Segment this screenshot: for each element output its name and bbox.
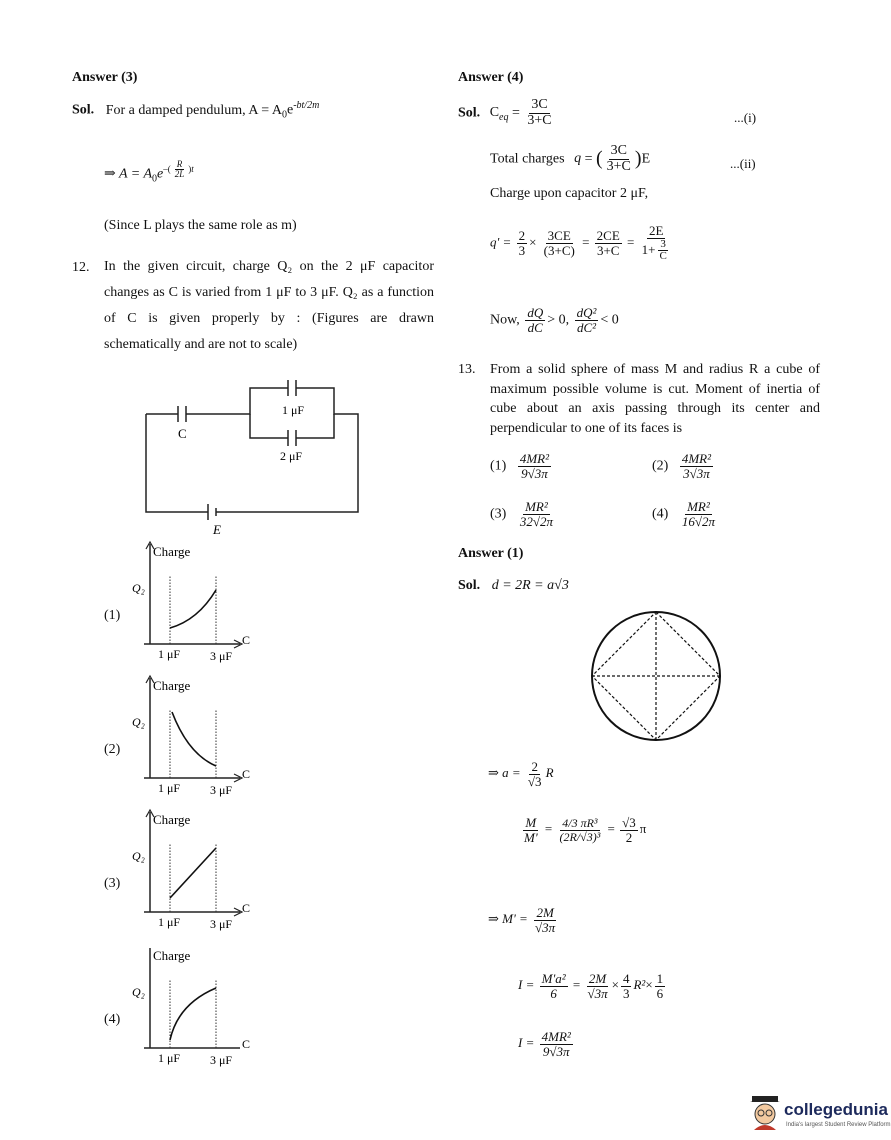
implies-equation: ⇒ $A = A_0e^{-( \frac{R}{2L} )t}$ bbox=[104, 159, 194, 185]
x-tick-1: 1 μF bbox=[158, 1051, 181, 1065]
i-f3-den: 3 bbox=[622, 985, 630, 1001]
i-f4-den: 6 bbox=[656, 985, 664, 1001]
q13-option-1[interactable] bbox=[490, 452, 553, 480]
q2-label: Q₂ bbox=[132, 715, 145, 729]
q13-option-3[interactable] bbox=[490, 500, 557, 528]
q-num: 3C bbox=[610, 143, 627, 158]
ceq-num: 3C bbox=[531, 97, 548, 112]
brand-tagline: India's largest Student Review Platform bbox=[786, 1122, 891, 1128]
q13-option-bot: 3√3π bbox=[683, 465, 710, 481]
i-f2-num: 2M bbox=[588, 971, 607, 986]
qp-f3-den: 3+C bbox=[596, 242, 620, 258]
implies-e: e bbox=[157, 166, 164, 182]
sol2-line bbox=[458, 578, 569, 594]
option-number: (3) bbox=[104, 876, 121, 891]
qp-f2-num: 3CE bbox=[547, 228, 571, 244]
implies-t: t bbox=[191, 164, 194, 174]
option-graph-1 bbox=[128, 540, 268, 665]
inertia-eq-1: I = $\frac{\text{M'a²}}{6}$ = $\frac{2M}{√3\pi}$ × $\frac{4}{3}$ R²× $\frac{1}{6}$ bbox=[518, 971, 664, 1001]
circuit-cap2-label: 2 μF bbox=[280, 449, 303, 463]
charge-upon: Charge upon capacitor 2 μF, bbox=[490, 186, 649, 201]
q13-option-bot: 32√2π bbox=[519, 513, 553, 529]
i2-lhs: I = bbox=[518, 1035, 535, 1051]
qp-f1-den: 3 bbox=[518, 242, 526, 258]
q13-option-top: MR² bbox=[525, 499, 548, 514]
circuit-diagram bbox=[140, 372, 370, 542]
a-equation bbox=[488, 760, 554, 788]
response-curve bbox=[170, 848, 216, 898]
sol2-label: Sol. bbox=[458, 578, 481, 593]
brand-name[interactable]: collegedunia bbox=[784, 1100, 888, 1119]
ref-i: ...(i) bbox=[734, 110, 757, 125]
d2q-den: dC² bbox=[576, 319, 597, 335]
axes bbox=[144, 544, 240, 644]
sol-damped bbox=[72, 100, 319, 120]
x-tick-2: 3 μF bbox=[210, 1053, 233, 1067]
mascot-icon bbox=[748, 1094, 782, 1132]
q13-number: 13. bbox=[458, 362, 476, 377]
mm-rhs-num: √3 bbox=[622, 815, 636, 830]
qp-f3-num: 2CE bbox=[596, 228, 620, 244]
answer-prev: Answer (3) bbox=[72, 70, 138, 85]
x-axis-label: C bbox=[242, 633, 251, 647]
q13-option-num: (3) bbox=[490, 506, 507, 522]
x-axis-label: C bbox=[242, 901, 251, 915]
x-tick-2: 3 μF bbox=[210, 649, 233, 663]
sol-exp: e bbox=[286, 102, 294, 118]
x-axis-label: C bbox=[242, 1037, 251, 1051]
option-number: (4) bbox=[104, 1012, 121, 1027]
a-num: 2 bbox=[531, 759, 538, 774]
mp-den: √3π bbox=[535, 919, 556, 935]
q13-option-top: 4MR² bbox=[519, 451, 549, 466]
i-f2-den: √3π bbox=[587, 985, 608, 1001]
option-graph-2 bbox=[128, 674, 268, 799]
option-graph-4 bbox=[128, 944, 268, 1069]
now-derivative bbox=[490, 306, 619, 334]
axes bbox=[144, 948, 240, 1048]
response-curve bbox=[172, 712, 216, 766]
q-e: E bbox=[641, 151, 651, 167]
q13-option-top: 4MR² bbox=[681, 451, 711, 466]
a-den: √3 bbox=[527, 773, 542, 789]
brand-logo bbox=[748, 1094, 782, 1132]
qprime-equation: q' = $\frac{2}{3}$ × $\frac{3CE}{(3+C)}$ = $\frac{2CE}{3+C}$ = 2E 1+ $\frac{3}{C}$ bbox=[490, 223, 667, 263]
x-tick-1: 1 μF bbox=[158, 647, 181, 661]
q13-option-num: (2) bbox=[652, 458, 669, 474]
since-note: (Since L plays the same role as m) bbox=[104, 218, 297, 233]
q2-label: Q₂ bbox=[132, 849, 145, 863]
q13-text: From a solid sphere of mass M and radius R a cube of maximum possible volume is cut. Moment of inertia of cube about an axis passing through its center and perpendicular to one of its faces is bbox=[490, 362, 820, 436]
dq-rel: > 0, bbox=[547, 312, 570, 328]
i2-den: 9√3π bbox=[542, 1043, 570, 1059]
mm-pi: π bbox=[639, 821, 647, 837]
q13-option-num: (1) bbox=[490, 458, 507, 474]
qp-f4-den-num: 3 bbox=[660, 237, 666, 250]
d2q-rel: < 0 bbox=[600, 312, 619, 328]
i2-num: 4MR² bbox=[541, 1029, 571, 1044]
sol-exp-sup: -bt/2m bbox=[293, 100, 320, 111]
dq-den: dC bbox=[527, 319, 543, 335]
qp-f4-den-a: 1+ bbox=[641, 241, 656, 257]
ref-ii: ...(ii) bbox=[730, 156, 756, 171]
sol-label: Sol. bbox=[72, 102, 95, 118]
q12-number: 12. bbox=[72, 260, 90, 275]
mass-ratio-eq: $\frac{M}{M'}$ = $\frac{\text{4/3 πR³}}{\text{(2R/√3)³}}$ = $\frac{√3}{2}$ π bbox=[524, 815, 647, 845]
dq-num: dQ bbox=[527, 305, 544, 320]
q13-option-4[interactable] bbox=[652, 500, 719, 528]
sol-sub: 0 bbox=[281, 109, 287, 121]
mm-num: M bbox=[525, 815, 537, 830]
implies-frac-num: R bbox=[176, 159, 183, 169]
mm-mid-num: 4/3 πR³ bbox=[562, 816, 598, 831]
circuit-e-label: E bbox=[213, 522, 221, 537]
y-axis-label: Charge bbox=[153, 812, 191, 827]
ceq-equation: Sol. $C_{eq}$ = $\frac{3C}{3+C}$ bbox=[458, 97, 552, 128]
mprime-equation bbox=[488, 906, 559, 934]
ceq-lhs: C bbox=[489, 105, 500, 121]
y-axis-label: Charge bbox=[153, 544, 191, 559]
i-f3-num: 4 bbox=[622, 971, 630, 986]
axes bbox=[144, 812, 240, 912]
qp-f4-den-den: C bbox=[659, 250, 667, 263]
y-axis-label: Charge bbox=[153, 948, 191, 963]
mm-den: M' bbox=[524, 829, 538, 845]
inertia-eq-2 bbox=[518, 1030, 575, 1058]
d2q-num: dQ² bbox=[576, 305, 597, 320]
mm-rhs-den: 2 bbox=[625, 829, 633, 845]
i-f1-den: 6 bbox=[550, 985, 557, 1001]
i-lhs: I = bbox=[518, 977, 535, 993]
answer-12: Answer (4) bbox=[458, 70, 524, 85]
response-curve bbox=[170, 988, 216, 1040]
guide-lines bbox=[170, 710, 216, 778]
q13-option-top: MR² bbox=[687, 499, 710, 514]
option-number: (2) bbox=[104, 742, 121, 757]
implies-frac-den: 2L bbox=[174, 169, 185, 180]
q-den: 3+C bbox=[606, 158, 631, 174]
qprime-lhs: q' = bbox=[490, 234, 512, 250]
q13-option-2[interactable] bbox=[652, 452, 715, 480]
i-r2: R² bbox=[633, 977, 646, 993]
now-label: Now, bbox=[490, 312, 520, 328]
sol2-eq: d = 2R = a√3 bbox=[491, 578, 569, 593]
mp-lhs: ⇒ M' = bbox=[488, 911, 528, 927]
guide-lines bbox=[170, 576, 216, 644]
x-tick-1: 1 μF bbox=[158, 781, 181, 795]
qp-times: × bbox=[529, 234, 537, 250]
axes bbox=[144, 678, 240, 778]
qp-f1-num: 2 bbox=[518, 228, 526, 244]
sphere-cube-diagram bbox=[588, 608, 724, 744]
implies-sub: 0 bbox=[152, 173, 158, 185]
x-tick-2: 3 μF bbox=[210, 917, 233, 931]
a-r: R bbox=[545, 765, 554, 781]
mm-mid-den: (2R/√3)³ bbox=[559, 829, 601, 844]
mp-num: 2M bbox=[536, 905, 554, 920]
guide-lines bbox=[170, 844, 216, 912]
response-curve bbox=[170, 590, 216, 628]
sol-label-right: Sol. bbox=[458, 105, 481, 121]
q2-label: Q₂ bbox=[132, 581, 145, 595]
x-tick-2: 3 μF bbox=[210, 783, 233, 797]
implies-text: ⇒ A = A bbox=[104, 166, 153, 182]
q13-option-bot: 16√2π bbox=[681, 513, 715, 529]
q12-text: In the given circuit, charge Q₂ on the 2 μF capacitor changes as C is varied from 1 μF to 3 μF. Q₂ as a function of C is given properly by : (Figures are drawn schematically and are not to scale) bbox=[104, 259, 434, 352]
x-axis-label: C bbox=[242, 767, 251, 781]
q13-option-bot: 9√3π bbox=[521, 465, 548, 481]
i-f4-num: 1 bbox=[656, 971, 664, 986]
ceq-sub: eq bbox=[499, 112, 509, 124]
ceq-den: 3+C bbox=[527, 112, 552, 128]
i-f1-num: M'a² bbox=[541, 971, 566, 986]
total-charge-eq: Total charges q = ( $\frac{3C}{3+C}$ )E bbox=[490, 143, 651, 174]
qp-f4-num: 2E bbox=[649, 223, 664, 238]
option-graph-3 bbox=[128, 808, 268, 933]
a-lhs: ⇒ a = bbox=[488, 765, 521, 781]
q-var: q bbox=[574, 151, 582, 167]
sol-text: For a damped pendulum, A = A bbox=[105, 102, 282, 118]
answer-13: Answer (1) bbox=[458, 546, 524, 561]
qp-f2-den: (3+C) bbox=[543, 242, 575, 258]
q2-label: Q₂ bbox=[132, 985, 145, 999]
y-axis-label: Charge bbox=[153, 678, 191, 693]
option-number: (1) bbox=[104, 608, 121, 623]
total-label: Total charges bbox=[490, 151, 565, 167]
circuit-c-label: C bbox=[178, 426, 187, 441]
q13-option-num: (4) bbox=[652, 506, 669, 522]
circuit-cap1-label: 1 μF bbox=[282, 403, 305, 417]
x-tick-1: 1 μF bbox=[158, 915, 181, 929]
guide-lines bbox=[170, 980, 216, 1048]
